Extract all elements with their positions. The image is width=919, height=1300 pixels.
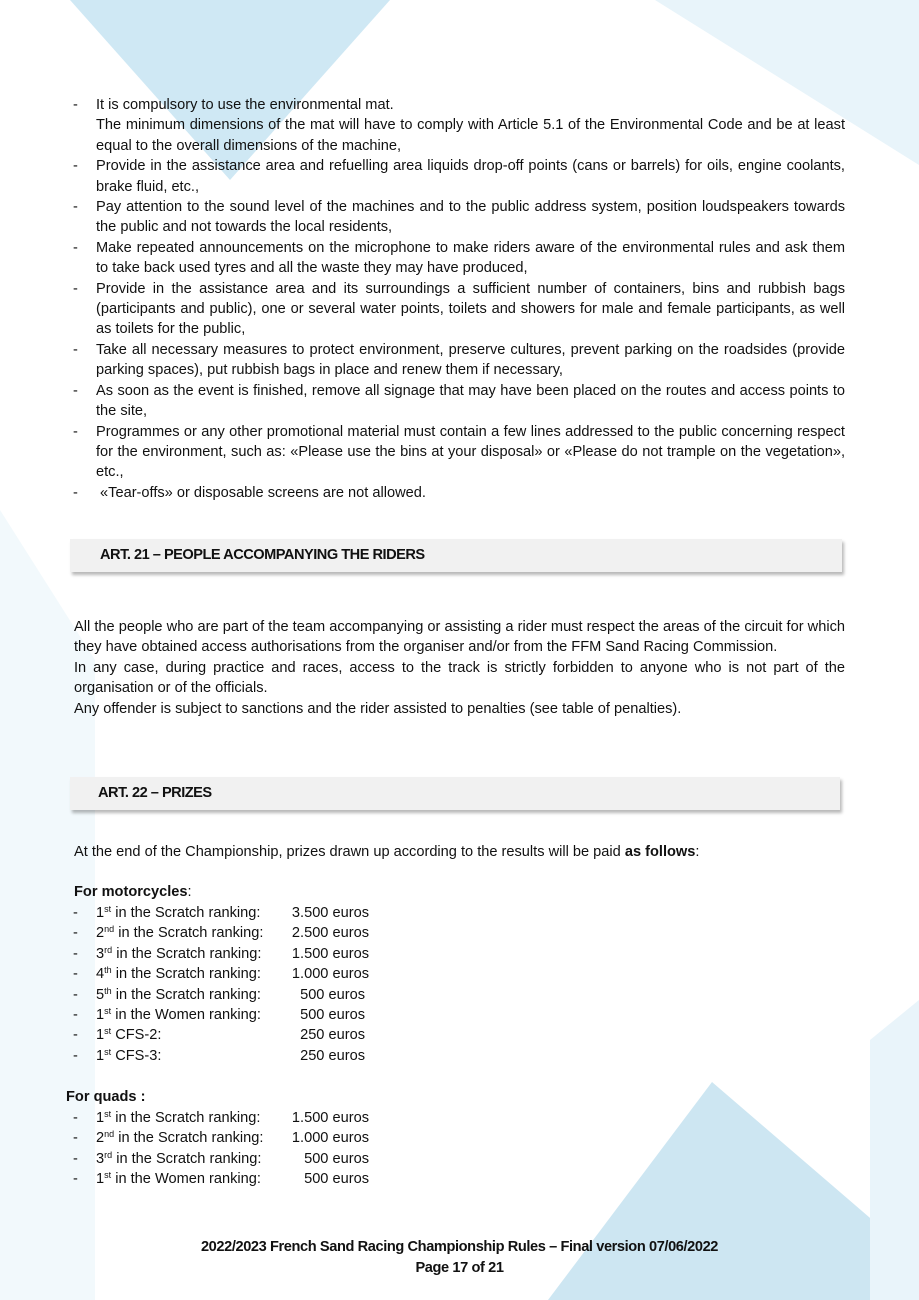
prize-amount: 1.500 euros <box>291 945 369 962</box>
list-item-text: «Tear-offs» or disposable screens are not allowed. <box>96 484 426 501</box>
article-22-header <box>70 777 840 810</box>
list-item-text: Provide in the assistance area and refuelling area liquids drop-off points (cans or barrels) for oils, engine coolants, brake fluid, etc., <box>96 158 845 195</box>
list-item: - Pay attention to the sound level of the machines and to the public address system, position loudspeakers towards the public and not towards the local residents, <box>73 197 845 238</box>
prize-amount: 500 euros <box>300 1006 365 1023</box>
prize-amount: 500 euros <box>304 1150 369 1167</box>
prize-amount: 250 euros <box>300 1047 365 1064</box>
list-item: - Make repeated announcements on the microphone to make riders aware of the environmental rules and ask them to take back used tyres and all the waste they may have produced, <box>73 238 845 279</box>
motorcycles-heading: For motorcycles: <box>74 884 192 900</box>
prize-amount: 1.500 euros <box>291 1110 369 1126</box>
prize-amount: 3.500 euros <box>291 905 369 921</box>
list-item: - Provide in the assistance area and refuelling area liquids drop-off points (cans or barrels) for oils, engine coolants, brake fluid, etc., <box>73 156 845 197</box>
paragraph: In any case, during practice and races, access to the track is strictly forbidden to anyone who is not part of the organisation or of the officials. <box>74 659 845 697</box>
list-item: - As soon as the event is finished, remove all signage that may have been placed on the routes and access points to the site, <box>73 381 845 422</box>
article-21-header <box>70 539 842 572</box>
list-item-text: The minimum dimensions of the mat will have to comply with Article 5.1 of the Environmental Code and be at least equal to the overall dimensions of the machine, <box>96 117 845 154</box>
prize-amount: 250 euros <box>300 1027 365 1044</box>
list-item-text: Make repeated announcements on the microphone to make riders aware of the environmental rules and ask them to take back used tyres and all the waste they may have produced, <box>96 239 845 277</box>
prize-amount: 1.000 euros <box>291 1130 369 1147</box>
list-item-text: Pay attention to the sound level of the machines and to the public address system, position loudspeakers towards the public and not towards the local residents, <box>96 199 845 236</box>
list-item: - «Tear-offs» or disposable screens are not allowed. <box>73 483 845 503</box>
list-item: - It is compulsory to use the environmental mat. The minimum dimensions of the mat will have to comply with Article 5.1 of the Environmental Code and be at least equal to the overall dimensions of the machine, <box>73 95 845 156</box>
list-item: - Take all necessary measures to protect environment, preserve cultures, prevent parking on the roadsides (provide parking spaces), put rubbish bags in place and renew them if necessary, <box>73 340 845 381</box>
paragraph: All the people who are part of the team accompanying or assisting a rider must respect the areas of the circuit for which they have obtained access authorisations from the organiser and/or from the FFM Sand Racing Commission. <box>74 619 845 656</box>
article-21-body <box>74 617 845 719</box>
environment-rules-list <box>73 95 845 503</box>
list-item-text: Provide in the assistance area and its surroundings a sufficient number of containers, bins and rubbish bags (participants and public), one or several water points, toilets and showers for male and female participants, as well as toilets for the public, <box>96 280 845 338</box>
page-footer <box>0 1237 919 1279</box>
prize-amount: 2.500 euros <box>291 925 369 942</box>
article-21-title: ART. 21 – PEOPLE ACCOMPANYING THE RIDERS <box>100 547 425 563</box>
list-item: - Programmes or any other promotional material must contain a few lines addressed to the public concerning respect for the environment, such as: «Please use the bins at your disposal» or «Please do not trample on the vegetation», etc., <box>73 422 845 483</box>
list-item-text: It is compulsory to use the environmental mat. <box>96 97 394 113</box>
list-item-text: Programmes or any other promotional material must contain a few lines addressed to the public concerning respect for the environment, such as: «Please use the bins at your disposal» or «Please do not trample on the vegetation», etc., <box>96 423 845 481</box>
prize-amount: 500 euros <box>304 1171 369 1188</box>
article-22-intro: At the end of the Championship, prizes drawn up according to the results will be paid as follows: <box>74 844 700 860</box>
paragraph: Any offender is subject to sanctions and the rider assisted to penalties (see table of penalties). <box>74 700 682 717</box>
list-item: - Provide in the assistance area and its surroundings a sufficient number of containers, bins and rubbish bags (participants and public), one or several water points, toilets and showers for male and female participants, as well as toilets for the public, <box>73 279 845 340</box>
quads-heading: For quads : <box>66 1089 146 1105</box>
page-number: Page 17 of 21 <box>415 1260 504 1276</box>
list-item-text: As soon as the event is finished, remove all signage that may have been placed on the routes and access points to the site, <box>96 382 845 420</box>
footer-title: 2022/2023 French Sand Racing Championship Rules – Final version 07/06/2022 <box>200 1239 719 1255</box>
article-22-title: ART. 22 – PRIZES <box>98 785 212 801</box>
list-item-text: Take all necessary measures to protect environment, preserve cultures, prevent parking on the roadsides (provide parking spaces), put rubbish bags in place and renew them if necessary, <box>96 341 845 379</box>
prize-amount: 500 euros <box>300 986 365 1003</box>
prize-amount: 1.000 euros <box>291 966 369 983</box>
